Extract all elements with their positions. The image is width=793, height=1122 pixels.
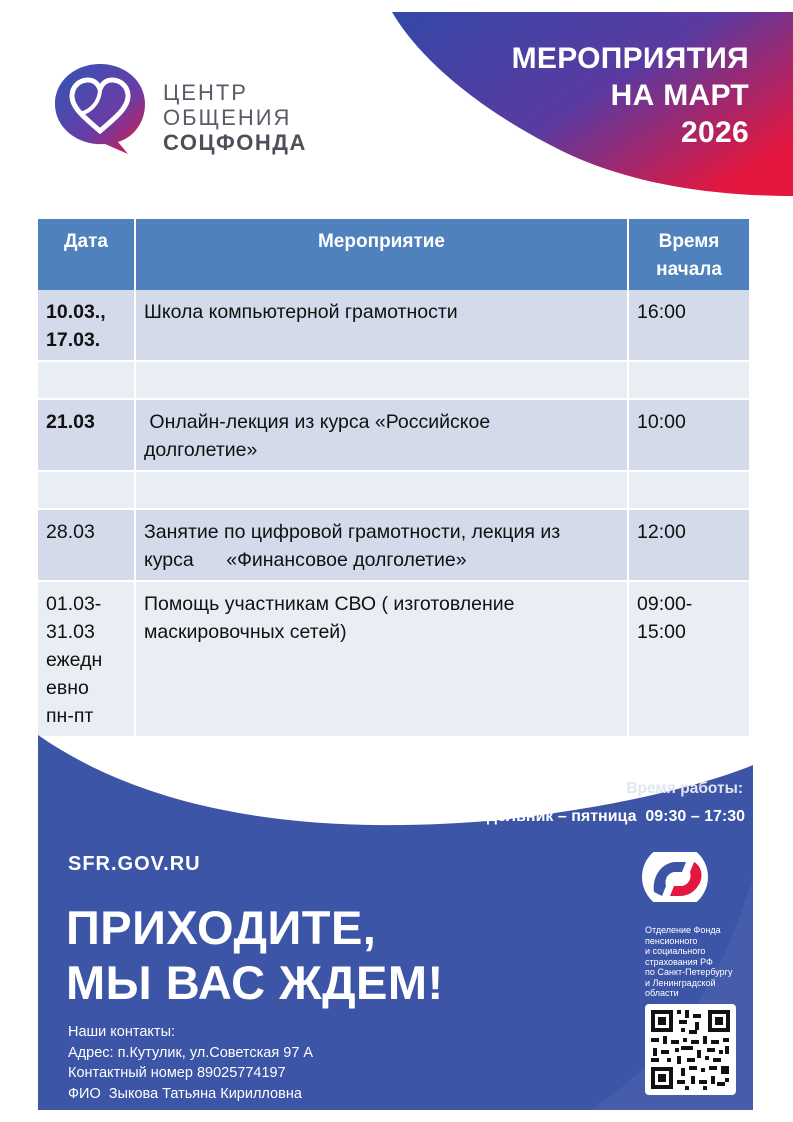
row-3-event-line: долголетие» [144, 439, 258, 461]
row-3-event [135, 399, 628, 471]
table-row-empty [38, 471, 749, 509]
row-6-date-line: 31.03 [46, 621, 95, 643]
row-1-event-line: Школа компьютерной грамотности [144, 301, 458, 323]
logo-text [163, 80, 307, 155]
row-3-date-line: 21.03 [46, 411, 95, 433]
sfr-caption-line: страхования РФ [645, 956, 713, 967]
row-5-time-line: 12:00 [637, 521, 686, 543]
row-6-event-line: маскировочных сетей) [144, 621, 347, 643]
contacts-heading: Наши контакты: [68, 1024, 176, 1040]
row-1-date-line: 10.03., [46, 301, 106, 323]
working-hours-label: Время работы: [626, 780, 743, 797]
sfr-caption-line: по Санкт-Петербургу [645, 967, 733, 977]
slogan-line-2: МЫ ВАС ЖДЕМ! [66, 956, 444, 1009]
row-3-event-line: Онлайн-лекция из курса «Российское [144, 411, 491, 433]
website-link[interactable]: SFR.GOV.RU [68, 853, 201, 875]
sfr-caption-line: и социального [645, 946, 706, 956]
working-hours-value: понедельник – пятница 09:30 – 17:30 [448, 808, 745, 825]
table-header-row [38, 219, 749, 290]
contacts-phone: Контактный номер 89025774197 [68, 1065, 286, 1081]
row-5-date-line: 28.03 [46, 521, 95, 543]
table-row [38, 399, 749, 471]
row-6-date-line: 01.03- [46, 593, 102, 615]
title-line-3: 2026 [681, 116, 749, 149]
qr-code-icon[interactable] [645, 1004, 736, 1095]
sfr-caption-line: пенсионного [645, 935, 698, 946]
row-1-time-line: 16:00 [637, 301, 686, 323]
sfr-caption-line: области [645, 988, 679, 998]
row-5-event-line: курса «Финансовое долголетие» [144, 549, 467, 571]
table-row [38, 509, 749, 581]
row-1-date [38, 290, 135, 361]
logo-line-3: СОЦФОНДА [163, 130, 307, 155]
row-4-date [38, 471, 135, 509]
page-title [512, 40, 749, 151]
row-5-event-line: Занятие по цифровой грамотности, лекция из [144, 521, 561, 543]
row-6-event [135, 581, 628, 737]
row-6-time [628, 581, 749, 737]
row-2-event [135, 361, 628, 399]
logo-line-1: ЦЕНТР [163, 80, 248, 105]
table-row-empty [38, 361, 749, 399]
row-3-time [628, 399, 749, 471]
slogan [66, 900, 444, 1010]
sfr-caption-line: и Ленинградской [645, 977, 716, 988]
logo-line-2: ОБЩЕНИЯ [163, 105, 292, 130]
row-1-event [135, 290, 628, 361]
slogan-line-1: ПРИХОДИТЕ, [66, 901, 377, 954]
table-row [38, 581, 749, 737]
contacts-address: Адрес: п.Кутулик, ул.Советская 97 А [68, 1044, 314, 1061]
row-2-date [38, 361, 135, 399]
row-6-time-line: 15:00 [637, 621, 686, 643]
contacts-block [68, 1022, 313, 1104]
heart-speech-logo-icon [50, 56, 150, 156]
sfr-caption [645, 925, 745, 999]
header-time-line-1: Время [658, 231, 720, 252]
events-table [38, 219, 749, 738]
row-1-date-line: 17.03. [46, 329, 101, 351]
title-line-2: НА МАРТ [610, 79, 749, 112]
sfr-caption-line: Отделение Фонда [645, 925, 721, 935]
row-6-date-line: пн-пт [46, 705, 94, 727]
row-4-time [628, 471, 749, 509]
row-6-time-line: 09:00- [637, 593, 693, 615]
row-2-time [628, 361, 749, 399]
row-6-event-line: Помощь участникам СВО ( изготовление [144, 593, 515, 615]
row-6-date-line: ежедн [46, 649, 103, 671]
row-1-time [628, 290, 749, 361]
row-3-time-line: 10:00 [637, 411, 686, 433]
row-5-event [135, 509, 628, 581]
header-time [628, 219, 749, 290]
row-4-event [135, 471, 628, 509]
header-event: Мероприятие [135, 219, 628, 290]
row-5-time [628, 509, 749, 581]
row-6-date-line: евно [46, 677, 89, 699]
row-6-date [38, 581, 135, 737]
row-5-date [38, 509, 135, 581]
header-time-line-2: начала [656, 259, 722, 280]
header-date: Дата [38, 219, 135, 290]
contacts-person: ФИО Зыкова Татьяна Кирилловна [68, 1085, 302, 1102]
table-row [38, 290, 749, 361]
sfr-logo-icon [640, 852, 710, 902]
row-3-date [38, 399, 135, 471]
title-line-1: МЕРОПРИЯТИЯ [511, 42, 749, 75]
